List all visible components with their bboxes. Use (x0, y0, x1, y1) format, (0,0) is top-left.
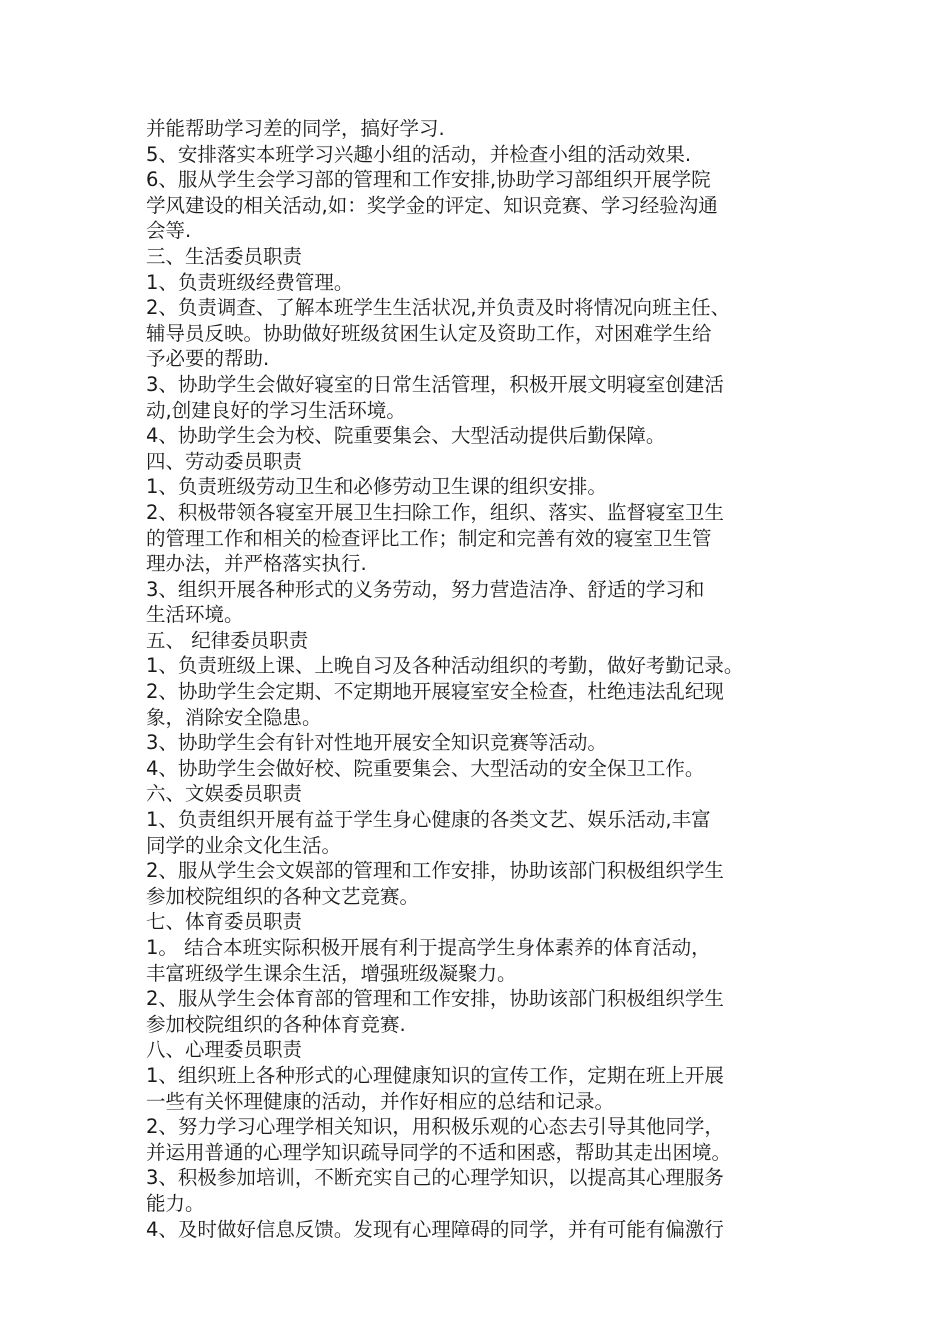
text-line: 的管理工作和相关的检查评比工作；制定和完善有效的寝室卫生管 (146, 526, 712, 550)
text-line: 一些有关怀理健康的活动，并作好相应的总结和记录。 (146, 1089, 615, 1113)
text-line: 5、安排落实本班学习兴趣小组的活动，并检查小组的活动效果. (146, 142, 692, 166)
section-heading: 六、文娱委员职责 (146, 782, 303, 806)
text-line: 2、服从学生会体育部的管理和工作安排，协助该部门积极组织学生 (146, 987, 724, 1011)
text-line: 2、服从学生会文娱部的管理和工作安排，协助该部门积极组织学生 (146, 859, 724, 883)
text-line: 动,创建良好的学习生活环境。 (146, 398, 406, 422)
text-line: 1、负责班级劳动卫生和必修劳动卫生课的组织安排。 (146, 475, 607, 499)
text-line: 1、负责班级经费管理。 (146, 270, 354, 294)
section-heading: 八、心理委员职责 (146, 1038, 303, 1062)
text-line: 辅导员反映。协助做好班级贫困生认定及资助工作，对困难学生给 (146, 321, 712, 345)
text-line: 3、协助学生会做好寝室的日常生活管理，积极开展文明寝室创建活 (146, 372, 724, 396)
text-line: 同学的业余文化生活。 (146, 833, 342, 857)
text-line: 并能帮助学习差的同学，搞好学习. (146, 117, 445, 140)
text-line: 3、协助学生会有针对性地开展安全知识竞赛等活动。 (146, 731, 607, 755)
text-line: 学风建设的相关活动,如：奖学金的评定、知识竞赛、学习经验沟通 (146, 193, 718, 217)
document-body (146, 116, 826, 1242)
text-line: 1、负责班级上课、上晚自习及各种活动组织的考勤，做好考勤记录。 (146, 654, 744, 678)
text-line: 2、积极带领各寝室开展卫生扫除工作，组织、落实、监督寝室卫生 (146, 500, 724, 524)
text-line: 理办法，并严格落实执行. (146, 552, 367, 576)
text-line: 1、组织班上各种形式的心理健康知识的宣传工作，定期在班上开展 (146, 1063, 724, 1087)
text-line: 象，消除安全隐患。 (146, 705, 322, 729)
text-line: 会等. (146, 219, 192, 243)
text-line: 2、负责调查、了解本班学生生活状况,并负责及时将情况向班主任、 (146, 296, 731, 320)
text-line: 3、积极参加培训，不断充实自己的心理学知识，以提高其心理服务 (146, 1166, 724, 1190)
text-line: 并运用普通的心理学知识疏导同学的不适和困惑，帮助其走出困境。 (146, 1140, 732, 1164)
text-line: 予必要的帮助. (146, 347, 270, 371)
section-heading: 三、生活委员职责 (146, 244, 303, 268)
text-line: 参加校院组织的各种体育竞赛. (146, 1012, 406, 1036)
text-line: 参加校院组织的各种文艺竞赛。 (146, 884, 420, 908)
text-line: 4、及时做好信息反馈。发现有心理障碍的同学，并有可能有偏激行 (146, 1217, 724, 1241)
text-line: 丰富班级学生课余生活，增强班级凝聚力。 (146, 961, 517, 985)
text-line: 生活环境。 (146, 603, 244, 627)
text-line: 3、组织开展各种形式的义务劳动，努力营造洁净、舒适的学习和 (146, 577, 705, 601)
text-line: 1。 结合本班实际积极开展有利于提高学生身体素养的体育活动， (146, 936, 711, 959)
section-heading: 五、 纪律委员职责 (146, 628, 309, 652)
text-line: 1、负责组织开展有益于学生身心健康的各类文艺、娱乐活动,丰富 (146, 808, 711, 832)
section-heading: 七、体育委员职责 (146, 910, 303, 934)
section-heading: 四、劳动委员职责 (146, 449, 303, 473)
text-line: 2、协助学生会定期、不定期地开展寝室安全检查，杜绝违法乱纪现 (146, 680, 724, 704)
text-line: 能力。 (146, 1191, 205, 1215)
text-line: 4、协助学生会为校、院重要集会、大型活动提供后勤保障。 (146, 424, 666, 448)
text-line: 4、协助学生会做好校、院重要集会、大型活动的安全保卫工作。 (146, 756, 705, 780)
text-line: 2、努力学习心理学相关知识，用积极乐观的心态去引导其他同学， (146, 1115, 724, 1139)
text-line: 6、服从学生会学习部的管理和工作安排,协助学习部组织开展学院 (146, 168, 711, 192)
